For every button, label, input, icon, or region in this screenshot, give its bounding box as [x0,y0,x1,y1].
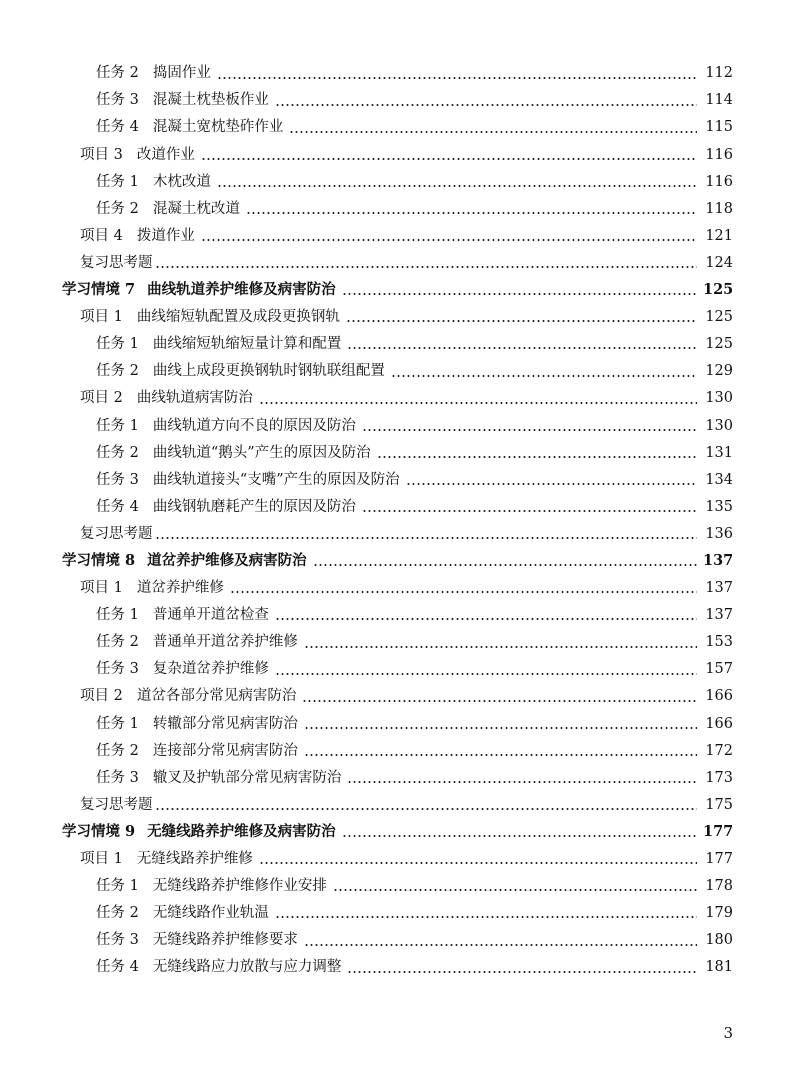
toc-entry-page: 130 [705,417,733,434]
toc-task-entry[interactable] [0,195,790,222]
dot-leader [391,375,697,377]
toc-task-entry[interactable] [0,168,790,195]
toc-entry-title: 辙叉及护轨部分常见病害防治 [152,769,342,786]
dot-leader [362,429,697,431]
toc-entry-number: 任务 3 [96,932,139,949]
toc-entry-page: 116 [705,173,733,190]
toc-entry-number: 任务 1 [96,417,139,434]
toc-entry-title: 复习思考题 [80,525,153,542]
dot-leader [275,618,697,620]
dot-leader [246,212,697,214]
toc-entry-title: 无缝线路作业轨温 [152,905,269,922]
toc-entry-label [80,852,259,867]
dot-leader [259,402,697,404]
toc-entry-page: 125 [705,336,733,353]
dot-leader [304,646,697,648]
toc-entry-title: 混凝土枕改道 [152,200,240,217]
toc-entry-page: 131 [705,444,733,461]
dot-leader [275,673,697,675]
toc-task-entry[interactable] [0,927,790,954]
toc-entry-title: 曲线轨道接头“支嘴”产生的原因及防治 [152,471,400,488]
dot-leader [377,456,697,458]
toc-entry-number: 任务 2 [96,363,139,380]
toc-entry-title: 曲线轨道养护维修及病害防治 [147,281,336,299]
toc-entry-page: 177 [703,822,734,840]
toc-task-entry[interactable] [0,466,790,493]
toc-entry-number: 任务 1 [96,878,139,895]
toc-task-entry[interactable] [0,358,790,385]
toc-entry-label [80,256,155,271]
toc-entry-title: 道岔各部分常见病害防治 [136,688,297,705]
toc-entry-number: 任务 4 [96,498,139,515]
toc-entry-number: 项目 2 [80,688,123,705]
dot-leader [275,104,697,106]
toc-entry-title: 道岔养护维修及病害防治 [147,551,307,569]
dot-leader [346,320,697,322]
toc-entry-title: 转辙部分常见病害防治 [152,715,298,732]
toc-entry-number: 学习情境 7 [62,281,136,299]
toc-entry-title: 混凝土宽枕垫砟作业 [152,119,284,136]
toc-entry-page: 181 [705,959,733,976]
dot-leader [347,347,697,349]
toc-entry-page: 166 [705,688,733,705]
toc-entry-page: 118 [705,200,733,217]
toc-task-entry[interactable] [0,737,790,764]
toc-entry-title: 无缝线路养护维修 [136,851,253,868]
dot-leader [201,239,697,241]
dot-leader [155,266,698,268]
toc-entry-label [96,608,275,623]
toc-entry-label [96,771,347,786]
toc-entry-page: 137 [705,607,733,624]
toc-task-entry[interactable] [0,954,790,981]
dot-leader [259,862,697,864]
toc-entry-label [80,391,259,406]
toc-project-entry[interactable] [0,385,790,412]
toc-entry-number: 学习情境 8 [62,551,136,569]
toc-review-entry[interactable] [0,792,790,819]
toc-entry-number: 任务 2 [96,65,139,82]
toc-entry-label [62,283,342,298]
dot-leader [230,591,697,593]
toc-entry-number: 学习情境 9 [62,822,136,840]
toc-entry-number: 任务 1 [96,336,139,353]
toc-entry-page: 112 [705,65,733,82]
dot-leader [313,564,697,566]
toc-entry-page: 172 [705,742,733,759]
toc-entry-page: 136 [705,525,733,542]
toc-entry-number: 任务 3 [96,769,139,786]
toc-project-entry[interactable] [0,304,790,331]
toc-entry-label [96,500,362,515]
toc-entry-page: 175 [705,796,733,813]
toc-entry-number: 任务 2 [96,634,139,651]
toc-task-entry[interactable] [0,602,790,629]
dot-leader [342,835,697,837]
toc-chapter-entry[interactable] [0,819,790,846]
toc-task-entry[interactable] [0,114,790,141]
dot-leader [347,971,697,973]
toc-entry-label [96,66,217,81]
toc-entry-page: 180 [705,932,733,949]
dot-leader [155,808,698,810]
toc-review-entry[interactable] [0,250,790,277]
toc-entry-number: 项目 3 [80,146,123,163]
toc-entry-label [96,93,275,108]
toc-entry-number: 项目 1 [80,580,123,597]
toc-entry-page: 137 [705,580,733,597]
dot-leader [362,510,697,512]
toc-entry-page: 124 [705,254,733,271]
toc-entry-number: 任务 3 [96,92,139,109]
dot-leader [201,158,697,160]
toc-entry-title: 曲线缩短轨缩短量计算和配置 [152,336,342,353]
toc-entry-label [96,364,391,379]
toc-chapter-entry[interactable] [0,548,790,575]
toc-entry-page: 157 [705,661,733,678]
toc-entry-label [96,175,217,190]
toc-entry-title: 普通单开道岔检查 [152,607,269,624]
toc-entry-label [96,906,275,921]
toc-chapter-entry[interactable] [0,277,790,304]
toc-entry-title: 普通单开道岔养护维修 [152,634,298,651]
toc-entry-title: 道岔养护维修 [136,580,224,597]
dot-leader [275,916,697,918]
toc-entry-label [80,229,201,244]
toc-entry-page: 129 [705,363,733,380]
toc-entry-title: 曲线缩短轨配置及成段更换钢轨 [136,309,340,326]
toc-entry-title: 捣固作业 [152,65,211,82]
dot-leader [333,889,697,891]
toc-entry-title: 连接部分常见病害防治 [152,742,298,759]
toc-entry-page: 137 [703,551,734,569]
toc-entry-page: 134 [705,471,733,488]
toc-entry-number: 任务 2 [96,742,139,759]
page-number: 3 [723,1024,733,1042]
toc-project-entry[interactable] [0,575,790,602]
toc-entry-title: 曲线钢轨磨耗产生的原因及防治 [152,498,356,515]
toc-entry-number: 任务 1 [96,173,139,190]
toc-task-entry[interactable] [0,900,790,927]
toc-entry-title: 无缝线路应力放散与应力调整 [152,959,342,976]
toc-entry-number: 项目 2 [80,390,123,407]
toc-entry-number: 任务 1 [96,715,139,732]
toc-project-entry[interactable] [0,141,790,168]
table-of-contents [0,60,790,981]
dot-leader [304,944,697,946]
toc-entry-page: 177 [705,851,733,868]
toc-task-entry[interactable] [0,87,790,114]
toc-entry-label [96,202,246,217]
toc-task-entry[interactable] [0,331,790,358]
toc-entry-title: 改道作业 [136,146,195,163]
toc-entry-number: 任务 2 [96,200,139,217]
toc-task-entry[interactable] [0,60,790,87]
toc-entry-label [62,551,313,569]
toc-entry-number: 项目 4 [80,227,123,244]
toc-entry-page: 114 [705,92,733,109]
toc-entry-number: 项目 1 [80,851,123,868]
toc-entry-title: 曲线上成段更换钢轨时钢轨联组配置 [152,363,385,380]
toc-entry-label [80,689,302,704]
toc-entry-page: 153 [705,634,733,651]
dot-leader [347,781,697,783]
toc-entry-title: 无缝线路养护维修作业安排 [152,878,327,895]
toc-entry-title: 无缝线路养护维修及病害防治 [147,822,336,840]
toc-entry-label [96,717,304,732]
toc-entry-label [96,446,377,461]
toc-entry-page: 130 [705,390,733,407]
toc-entry-number: 任务 3 [96,661,139,678]
toc-entry-label [80,581,230,596]
toc-entry-number: 任务 2 [96,905,139,922]
toc-review-entry[interactable] [0,521,790,548]
toc-entry-label [96,419,362,434]
toc-entry-label [62,822,342,840]
toc-entry-page: 179 [705,905,733,922]
toc-entry-label [96,744,304,759]
toc-entry-label [80,798,155,813]
toc-entry-label [96,933,304,948]
toc-task-entry[interactable] [0,873,790,900]
toc-entry-number: 任务 4 [96,119,139,136]
toc-entry-number: 任务 2 [96,444,139,461]
toc-task-entry[interactable] [0,412,790,439]
toc-entry-number: 任务 4 [96,959,139,976]
toc-entry-title: 复习思考题 [80,254,153,271]
toc-entry-label [80,148,201,163]
toc-entry-page: 125 [703,281,734,299]
toc-entry-label [96,120,289,135]
toc-entry-page: 173 [705,769,733,786]
toc-entry-title: 曲线轨道“鹅头”产生的原因及防治 [152,444,371,461]
toc-task-entry[interactable] [0,710,790,737]
toc-task-entry[interactable] [0,494,790,521]
toc-entry-label [80,527,155,542]
toc-entry-label [96,473,406,488]
dot-leader [342,293,697,295]
toc-entry-number: 项目 1 [80,309,123,326]
toc-entry-title: 曲线轨道病害防治 [136,390,253,407]
dot-leader [217,185,697,187]
dot-leader [304,727,697,729]
toc-entry-page: 116 [705,146,733,163]
toc-entry-page: 125 [705,309,733,326]
toc-entry-title: 复习思考题 [80,796,153,813]
dot-leader [155,537,698,539]
toc-task-entry[interactable] [0,764,790,791]
toc-entry-page: 135 [705,498,733,515]
toc-entry-page: 121 [705,227,733,244]
toc-entry-title: 木枕改道 [152,173,211,190]
toc-entry-page: 166 [705,715,733,732]
toc-task-entry[interactable] [0,656,790,683]
toc-entry-page: 115 [705,119,733,136]
toc-project-entry[interactable] [0,846,790,873]
toc-entry-number: 任务 3 [96,471,139,488]
toc-entry-label [80,310,346,325]
toc-entry-page: 178 [705,878,733,895]
dot-leader [406,483,697,485]
toc-entry-number: 任务 1 [96,607,139,624]
toc-entry-label [96,879,333,894]
toc-project-entry[interactable] [0,683,790,710]
dot-leader [289,131,697,133]
toc-task-entry[interactable] [0,629,790,656]
toc-entry-title: 曲线轨道方向不良的原因及防治 [152,417,356,434]
toc-entry-label [96,960,347,975]
toc-entry-title: 拨道作业 [136,227,195,244]
toc-entry-title: 混凝土枕垫板作业 [152,92,269,109]
toc-task-entry[interactable] [0,439,790,466]
toc-entry-label [96,635,304,650]
toc-entry-title: 无缝线路养护维修要求 [152,932,298,949]
dot-leader [302,700,697,702]
toc-entry-title: 复杂道岔养护维修 [152,661,269,678]
toc-entry-label [96,337,347,352]
dot-leader [217,77,697,79]
toc-entry-label [96,662,275,677]
dot-leader [304,754,697,756]
toc-project-entry[interactable] [0,223,790,250]
